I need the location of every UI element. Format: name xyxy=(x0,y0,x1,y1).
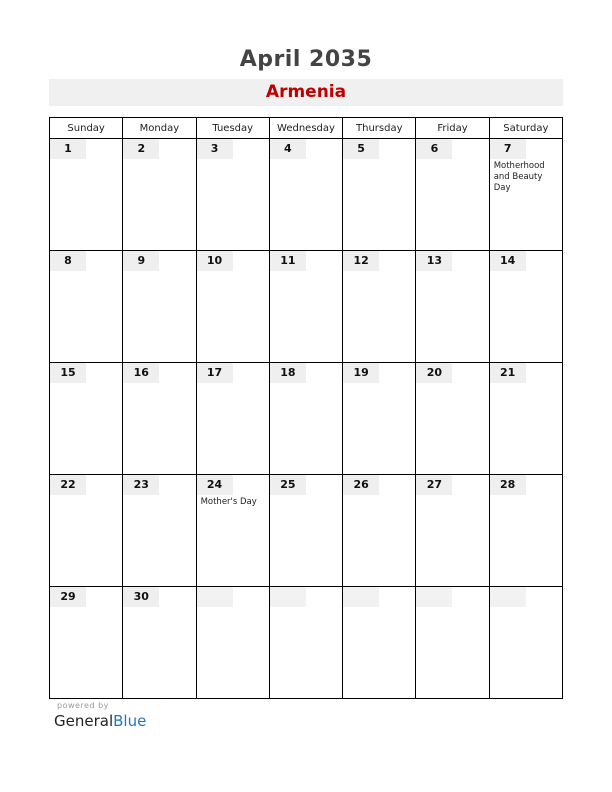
day-cell[interactable] xyxy=(416,363,489,475)
day-number: 8 xyxy=(50,251,86,271)
day-cell[interactable] xyxy=(343,363,416,475)
day-cell[interactable] xyxy=(489,587,562,699)
day-cell[interactable] xyxy=(123,139,196,251)
holiday-label: Mother's Day xyxy=(200,497,257,507)
day-number: 9 xyxy=(123,251,159,271)
day-cell[interactable] xyxy=(416,475,489,587)
day-cell[interactable] xyxy=(269,587,342,699)
country-banner xyxy=(49,79,563,106)
day-cell[interactable] xyxy=(489,363,562,475)
weekday-header: Sunday xyxy=(50,118,123,139)
day-cell[interactable] xyxy=(123,587,196,699)
day-number: 28 xyxy=(490,475,526,495)
day-number: 27 xyxy=(416,475,452,495)
calendar-grid xyxy=(49,117,563,699)
day-number: 12 xyxy=(343,251,379,271)
day-number: 17 xyxy=(197,363,233,383)
day-cell[interactable] xyxy=(196,587,269,699)
weekday-header: Monday xyxy=(123,118,196,139)
day-number: 7 xyxy=(490,139,526,159)
day-number: 23 xyxy=(123,475,159,495)
day-cell[interactable] xyxy=(269,475,342,587)
brand-general-text: General xyxy=(54,712,114,730)
day-number: 21 xyxy=(490,363,526,383)
day-number: 20 xyxy=(416,363,452,383)
day-cell[interactable] xyxy=(489,139,562,251)
day-cell[interactable] xyxy=(196,251,269,363)
day-number: 10 xyxy=(197,251,233,271)
day-cell[interactable] xyxy=(416,139,489,251)
day-number: 4 xyxy=(270,139,306,159)
week-row xyxy=(50,475,563,587)
day-cell[interactable] xyxy=(489,251,562,363)
day-number: 25 xyxy=(270,475,306,495)
day-number: 18 xyxy=(270,363,306,383)
week-row xyxy=(50,251,563,363)
week-row xyxy=(50,587,563,699)
day-number: 19 xyxy=(343,363,379,383)
weekday-header: Friday xyxy=(416,118,489,139)
day-cell[interactable] xyxy=(343,251,416,363)
day-number: 1 xyxy=(50,139,86,159)
day-number: 26 xyxy=(343,475,379,495)
day-number: 6 xyxy=(416,139,452,159)
day-number xyxy=(270,587,306,607)
day-number: 30 xyxy=(123,587,159,607)
day-number xyxy=(197,587,233,607)
day-cell[interactable] xyxy=(343,475,416,587)
weekday-header: Tuesday xyxy=(196,118,269,139)
holiday-label: Motherhood and Beauty Day xyxy=(493,161,545,193)
powered-by-label: powered by xyxy=(57,701,109,710)
brand-logo[interactable] xyxy=(54,712,146,730)
day-cell[interactable] xyxy=(196,475,269,587)
day-cell[interactable] xyxy=(269,363,342,475)
day-cell[interactable] xyxy=(50,475,123,587)
day-cell[interactable] xyxy=(196,363,269,475)
day-cell[interactable] xyxy=(269,139,342,251)
day-cell[interactable] xyxy=(343,587,416,699)
day-number: 22 xyxy=(50,475,86,495)
country-name: Armenia xyxy=(265,82,347,102)
day-cell[interactable] xyxy=(416,251,489,363)
day-cell[interactable] xyxy=(123,251,196,363)
day-cell[interactable] xyxy=(123,475,196,587)
day-number xyxy=(490,587,526,607)
day-number: 14 xyxy=(490,251,526,271)
day-number: 11 xyxy=(270,251,306,271)
week-row xyxy=(50,139,563,251)
day-number: 16 xyxy=(123,363,159,383)
day-cell[interactable] xyxy=(50,139,123,251)
day-number: 3 xyxy=(197,139,233,159)
day-cell[interactable] xyxy=(416,587,489,699)
day-cell[interactable] xyxy=(50,363,123,475)
weekday-header: Wednesday xyxy=(269,118,342,139)
day-cell[interactable] xyxy=(50,251,123,363)
weekday-header: Saturday xyxy=(489,118,562,139)
brand-blue-text: Blue xyxy=(113,712,147,730)
day-number xyxy=(416,587,452,607)
day-cell[interactable] xyxy=(50,587,123,699)
day-cell[interactable] xyxy=(269,251,342,363)
day-number xyxy=(343,587,379,607)
day-number: 5 xyxy=(343,139,379,159)
page-title: April 2035 xyxy=(239,47,373,72)
day-cell[interactable] xyxy=(196,139,269,251)
day-cell[interactable] xyxy=(123,363,196,475)
week-row xyxy=(50,363,563,475)
day-cell[interactable] xyxy=(343,139,416,251)
day-cell[interactable] xyxy=(489,475,562,587)
day-number: 15 xyxy=(50,363,86,383)
day-number: 13 xyxy=(416,251,452,271)
day-number: 24 xyxy=(197,475,233,495)
weekday-header: Thursday xyxy=(343,118,416,139)
weekday-header-row xyxy=(50,118,563,139)
day-number: 2 xyxy=(123,139,159,159)
day-number: 29 xyxy=(50,587,86,607)
